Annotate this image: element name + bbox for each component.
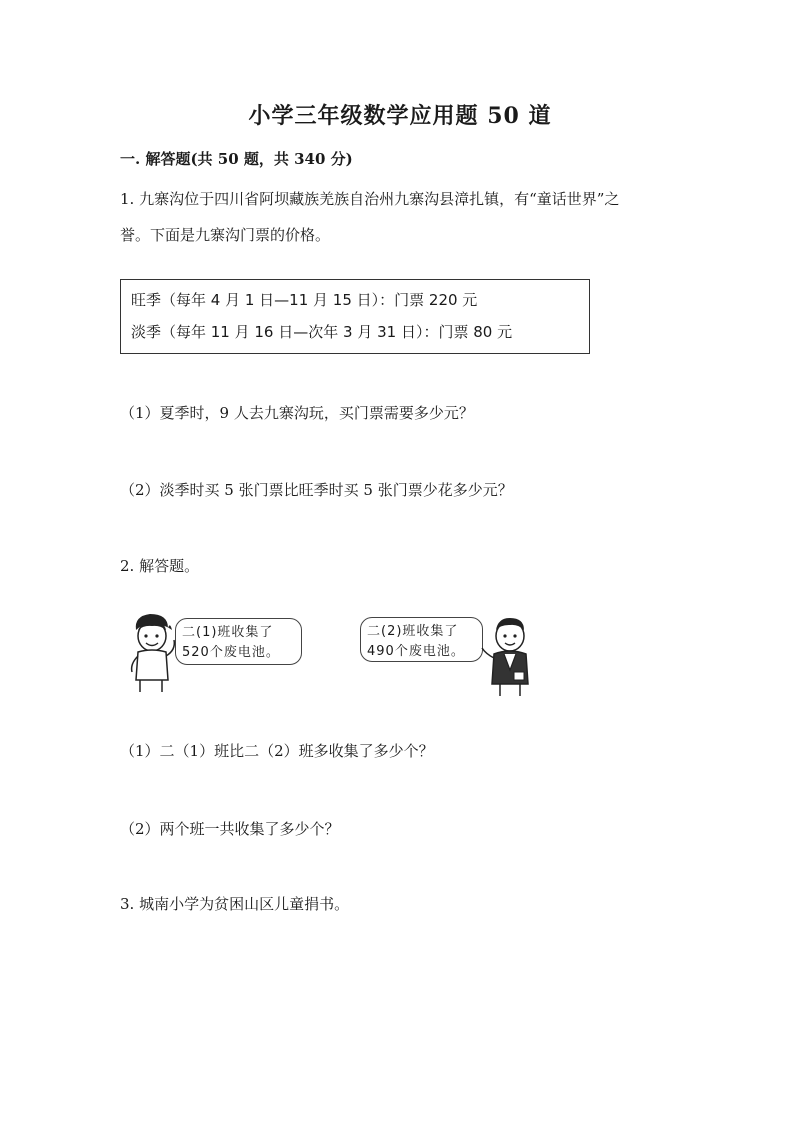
bubble-left-line-2: 520个废电池。 xyxy=(182,645,280,660)
question-2-sub-2: （2）两个班一共收集了多少个？ xyxy=(120,820,340,838)
question-1-sub-1: （1）夏季时，9 人去九寨沟玩，买门票需要多少元？ xyxy=(120,404,474,422)
bubble-left-line-1: 二(1)班收集了 xyxy=(182,625,274,640)
question-2-sub-1: （1）二（1）班比二（2）班多收集了多少个？ xyxy=(120,742,434,760)
speech-bubble-right xyxy=(360,617,483,662)
peak-season-price: 旺季（每年 4 月 1 日—11 月 15 日）：门票 220 元 xyxy=(131,291,478,309)
bubble-right-line-2: 490个废电池。 xyxy=(367,644,465,659)
section-heading: 一. 解答题(共 50 题，共 340 分) xyxy=(120,150,353,168)
boy-right-illustration xyxy=(480,614,540,698)
off-season-price: 淡季（每年 11 月 16 日—次年 3 月 31 日）：门票 80 元 xyxy=(131,323,513,341)
boy-left-illustration xyxy=(124,612,180,694)
question-1-line-2: 誉。下面是九寨沟门票的价格。 xyxy=(120,226,331,244)
speech-bubble-left xyxy=(175,618,302,665)
page-title: 小学三年级数学应用题 50 道 xyxy=(248,103,552,129)
question-2-text: 2. 解答题。 xyxy=(120,557,200,575)
question-1-text xyxy=(120,181,680,253)
question-3-text: 3. 城南小学为贫困山区儿童捐书。 xyxy=(120,895,350,913)
price-table-box xyxy=(120,279,590,354)
question-1-sub-2: （2）淡季时买 5 张门票比旺季时买 5 张门票少花多少元？ xyxy=(120,481,513,499)
bubble-right-line-1: 二(2)班收集了 xyxy=(367,624,459,639)
question-1-line-1: 1. 九寨沟位于四川省阿坝藏族羌族自治州九寨沟县漳扎镇，有“童话世界”之 xyxy=(120,190,620,208)
